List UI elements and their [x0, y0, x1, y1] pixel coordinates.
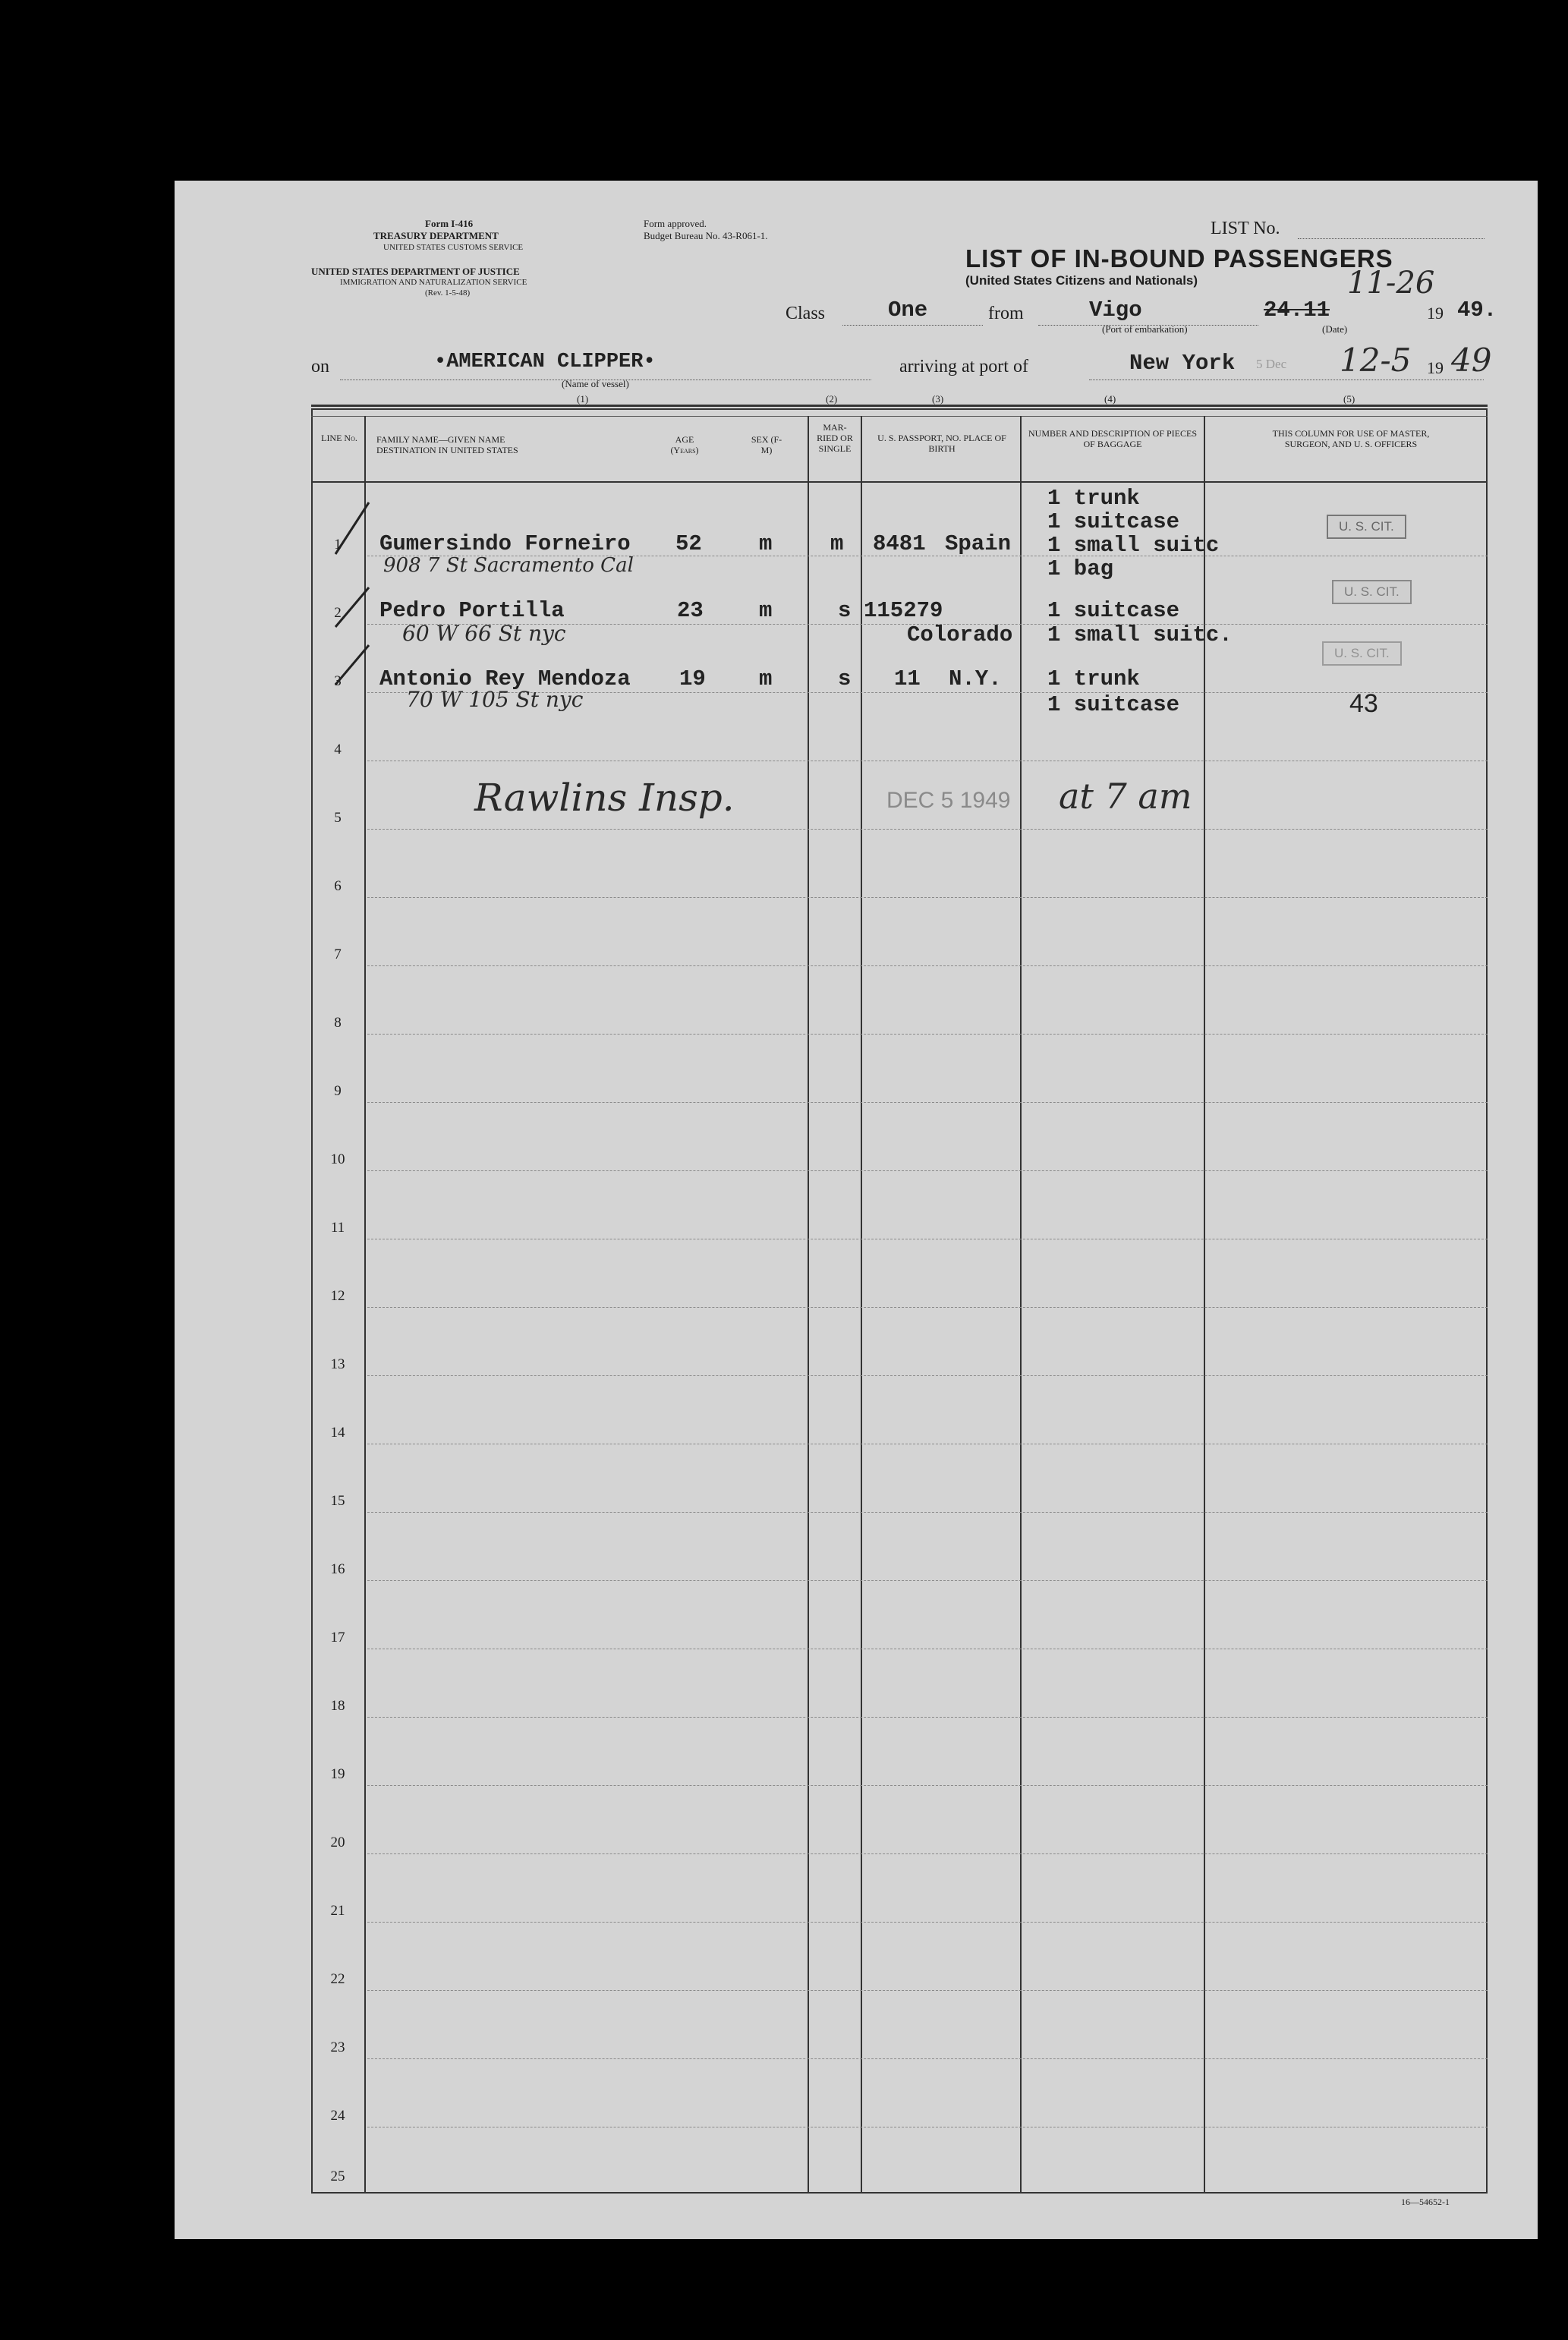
inspection-time: at 7 am	[1059, 776, 1192, 817]
page-title: LIST OF IN-BOUND PASSENGERS	[965, 244, 1393, 272]
passenger-2-age: 23	[677, 598, 704, 623]
arrival-port: New York	[1129, 351, 1236, 376]
passenger-2-passport: 115279	[864, 598, 943, 623]
passenger-1-sex: m	[759, 531, 773, 556]
row-rule	[367, 1922, 1488, 1923]
ins-service: IMMIGRATION AND NATURALIZATION SERVICE	[340, 278, 527, 287]
passenger-2-marital: s	[838, 598, 852, 623]
line-number: 15	[330, 1493, 345, 1509]
form-approved: Form approved.	[644, 218, 707, 229]
header-line-no: LINE No.	[321, 433, 357, 443]
vessel-name: •AMERICAN CLIPPER•	[434, 351, 656, 373]
line-number: 19	[330, 1766, 345, 1782]
arrival-date-stamp: 5 Dec	[1256, 357, 1287, 371]
column-number-1: (1)	[577, 393, 589, 405]
on-label: on	[311, 357, 329, 376]
passenger-2-citizen-stamp: U. S. CIT.	[1332, 580, 1412, 604]
passenger-1-citizen-stamp: U. S. CIT.	[1327, 515, 1406, 539]
check-mark-icon	[334, 584, 372, 630]
row-rule	[367, 1853, 1488, 1854]
port-of-embarkation: Vigo	[1089, 298, 1142, 323]
class-value: One	[888, 298, 928, 323]
row-rule	[367, 1512, 1488, 1513]
row-rule	[367, 1034, 1488, 1035]
header-officers: THIS COLUMN FOR USE OF MASTER, SURGEON, AND U. S. OFFICERS	[1272, 428, 1430, 449]
form-number: Form I-416	[425, 218, 474, 229]
line-number: 20	[330, 1835, 345, 1850]
passenger-2-address: 60 W 66 St nyc	[402, 621, 566, 646]
row-rule	[367, 965, 1488, 966]
line-number: 21	[330, 1903, 345, 1919]
line-number: 16	[330, 1561, 345, 1577]
line-number: 22	[330, 1971, 345, 1987]
line-number: 17	[330, 1630, 345, 1646]
passenger-3-sex: m	[759, 666, 773, 691]
passenger-1-baggage-4: 1 bag	[1047, 556, 1114, 581]
passenger-2-sex: m	[759, 598, 773, 623]
passenger-3-passport: 11	[894, 666, 921, 691]
customs-service: UNITED STATES CUSTOMS SERVICE	[383, 243, 524, 252]
vessel-caption: (Name of vessel)	[562, 378, 629, 389]
column-number-4: (4)	[1104, 393, 1116, 405]
row-rule	[367, 829, 1488, 830]
revision-date: (Rev. 1-5-48)	[425, 288, 471, 298]
line-number: 8	[334, 1015, 342, 1031]
treasury-department: TREASURY DEPARTMENT	[373, 230, 499, 241]
date-caption: (Date)	[1322, 323, 1348, 335]
arrival-date-handwritten: 12-5	[1340, 342, 1412, 379]
inspector-signature: Rawlins Insp.	[474, 776, 735, 820]
header-top-rule	[311, 405, 1488, 407]
line-number: 12	[330, 1288, 345, 1304]
passenger-1-passport: 8481	[873, 531, 926, 556]
list-no-line	[1298, 238, 1485, 239]
line-number: 23	[330, 2039, 345, 2055]
passenger-3-name: Antonio Rey Mendoza	[379, 666, 631, 691]
line-number: 10	[330, 1151, 345, 1167]
page-subtitle: (United States Citizens and Nationals)	[965, 273, 1198, 288]
row-rule	[367, 1102, 1488, 1103]
line-number: 24	[330, 2108, 345, 2124]
port-caption: (Port of embarkation)	[1102, 323, 1188, 335]
line-number: 4	[334, 742, 342, 757]
passenger-2-baggage-1: 1 suitcase	[1047, 598, 1180, 623]
arrival-year-handwritten: 49	[1451, 342, 1492, 379]
departure-date-struck: 24.11	[1264, 298, 1330, 323]
line-number: 7	[334, 946, 342, 962]
year-prefix: 19	[1427, 304, 1444, 323]
passenger-1-marital: m	[830, 531, 844, 556]
arriving-label: arriving at port of	[899, 357, 1028, 376]
passenger-3-citizen-stamp: U. S. CIT.	[1322, 641, 1402, 666]
check-mark-icon	[334, 499, 372, 560]
line-number: 13	[330, 1356, 345, 1372]
class-line	[842, 325, 983, 326]
passenger-2-birthplace: Colorado	[907, 622, 1013, 647]
passenger-2-baggage-2: 1 small suitc.	[1047, 622, 1233, 647]
header-married: MAR-RIED OR SINGLE	[817, 422, 853, 454]
header-bottom-rule	[311, 481, 1488, 483]
check-mark-icon	[334, 642, 372, 688]
column-divider	[808, 416, 809, 2192]
row-rule	[367, 1785, 1488, 1786]
passenger-3-birthplace: N.Y.	[949, 666, 1002, 691]
budget-bureau: Budget Bureau No. 43-R061-1.	[644, 230, 768, 241]
arrival-year-prefix: 19	[1427, 358, 1444, 377]
class-label: Class	[786, 304, 826, 323]
row-rule	[367, 1580, 1488, 1581]
line-number: 6	[334, 878, 342, 894]
passenger-3-baggage-1: 1 trunk	[1047, 666, 1140, 691]
line-number: 18	[330, 1698, 345, 1714]
column-divider	[1204, 416, 1205, 2192]
line-number: 1	[334, 537, 342, 553]
from-label: from	[988, 304, 1024, 323]
list-no-label: LIST No.	[1211, 219, 1280, 238]
passenger-1-birthplace: Spain	[945, 531, 1012, 556]
departure-date-handwritten: 11-26	[1347, 266, 1435, 301]
officer-count-note: 43	[1349, 689, 1378, 718]
passenger-1-name: Gumersindo Forneiro	[379, 531, 631, 556]
header-age: AGE (Years)	[670, 434, 699, 455]
row-rule	[367, 1990, 1488, 1991]
row-rule	[367, 1170, 1488, 1171]
line-number: 11	[330, 1220, 345, 1236]
header-name: FAMILY NAME—GIVEN NAME	[376, 434, 505, 445]
year-value: 49.	[1457, 298, 1497, 323]
line-number: 14	[330, 1425, 345, 1441]
column-number-5: (5)	[1343, 393, 1355, 405]
header-baggage: NUMBER AND DESCRIPTION OF PIECES OF BAGGAGE	[1028, 428, 1198, 449]
row-rule	[367, 897, 1488, 898]
passenger-2-name: Pedro Portilla	[379, 598, 565, 623]
row-rule	[367, 1717, 1488, 1718]
passenger-1-baggage-3: 1 small suitc	[1047, 533, 1220, 558]
row-rule	[367, 2058, 1488, 2059]
header-sex: SEX (F-M)	[751, 434, 782, 455]
justice-department: UNITED STATES DEPARTMENT OF JUSTICE	[311, 266, 520, 277]
header-top-inner-rule	[311, 416, 1488, 417]
inspection-date-stamp: DEC 5 1949	[886, 788, 1011, 813]
column-number-3: (3)	[932, 393, 944, 405]
column-divider	[861, 416, 862, 2192]
passenger-1-age: 52	[675, 531, 702, 556]
line-number: 25	[330, 2168, 345, 2184]
passenger-3-baggage-2: 1 suitcase	[1047, 692, 1180, 717]
row-rule	[367, 1307, 1488, 1308]
passenger-3-marital: s	[838, 666, 852, 691]
header-passport: U. S. PASSPORT, NO. PLACE OF BIRTH	[877, 433, 1006, 454]
passenger-1-baggage-2: 1 suitcase	[1047, 509, 1180, 534]
column-divider	[1020, 416, 1022, 2192]
line-number: 9	[334, 1083, 342, 1099]
line-number: 2	[334, 605, 342, 621]
column-number-2: (2)	[826, 393, 838, 405]
footer-code: 16—54652-1	[1401, 2197, 1450, 2207]
vessel-name-text: AMERICAN CLIPPER	[446, 351, 644, 373]
line-number: 5	[334, 810, 342, 826]
line-number: 3	[334, 673, 342, 689]
passenger-1-address: 908 7 St Sacramento Cal	[383, 554, 634, 577]
passenger-3-address: 70 W 105 St nyc	[406, 687, 584, 712]
header-destination: DESTINATION IN UNITED STATES	[376, 445, 518, 455]
passenger-3-age: 19	[679, 666, 706, 691]
row-rule	[367, 1375, 1488, 1376]
passenger-1-baggage-1: 1 trunk	[1047, 486, 1140, 511]
